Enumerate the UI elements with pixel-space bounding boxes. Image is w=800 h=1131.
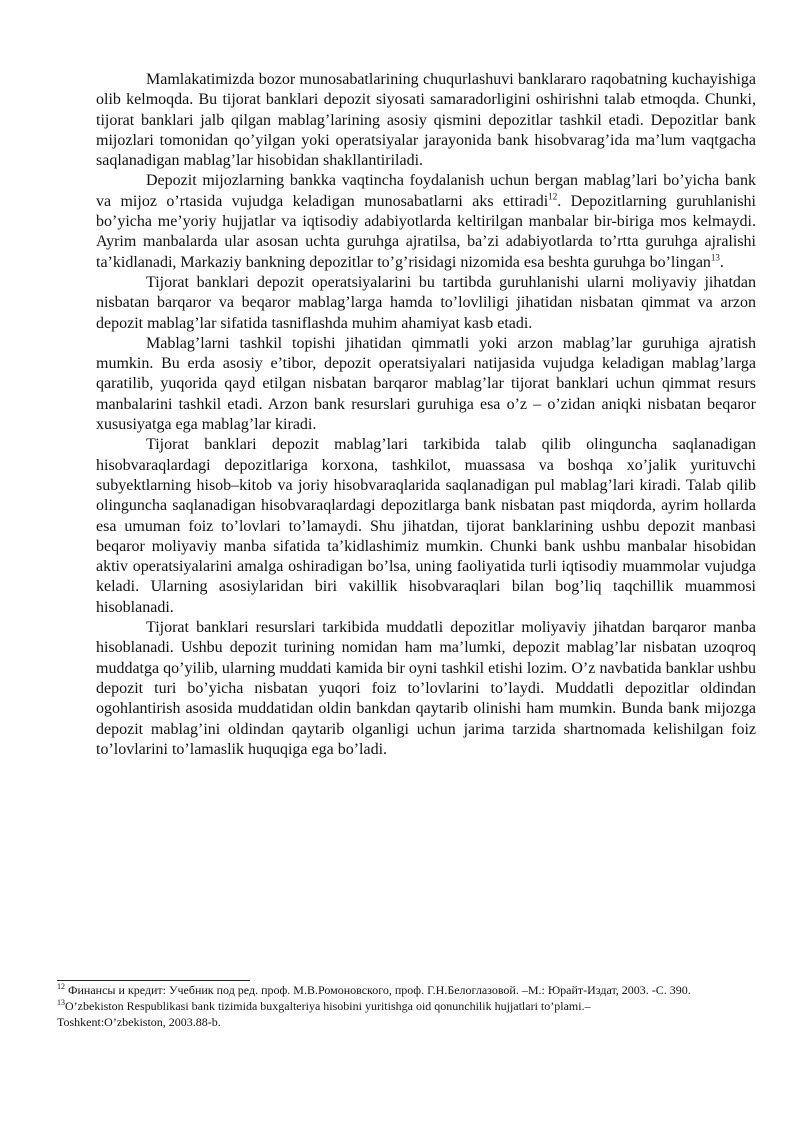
footnote-separator bbox=[57, 980, 250, 981]
footnote-text-12: Финансы и кредит: Учебник под ред. проф. М.В.Ромоновского, проф. Г.Н.Белоглазовой. –М.: Юрайт-Издат, 2003. -С. 390. bbox=[65, 983, 691, 997]
footnote-number-12: 12 bbox=[57, 982, 65, 991]
paragraph-1: Mamlakatimizda bozor munosabatlarining chuqurlashuvi banklararo raqobatning kuchayishiga olib kelmoqda. Bu tijorat banklari depozit siyosati samaradorligini oshirishni talab etmoqda. Chunki, tijorat banklari jalb qilgan mablag’larining asosiy qismini depozitlar tashkil etadi. Depozitlar bank mijozlari tomonidan qo’yilgan yoki operatsiyalar jarayonida bank hisobvarag’ida ma’lum vaqtgacha saqlanadigan mablag’lar hisobidan shakllantiriladi. bbox=[96, 71, 756, 170]
paragraph-2-text-b: . Depozitlarning guruhlanishi bo’yicha me’yoriy hujjatlar va iqtisodiy adabiyotlarda keltirilgan manbalar bir-biriga mos kelmaydi. Ayrim manbalarda ular asosan uchta guruhga ajratilsa, ba’zi adabiyotlarda to’rtta guruhga ajralishi ta’kidlanadi, Markaziy bankning depozitlar to’g’risidagi nizomida esa beshta guruhga bo’lingan bbox=[96, 192, 756, 271]
paragraph-2 bbox=[96, 171, 756, 272]
paragraph-2-text-c: . bbox=[719, 253, 724, 271]
footnote-12 bbox=[57, 982, 702, 998]
paragraph-5: Tijorat banklari depozit mablag’lari tarkibida talab qilib olinguncha saqlanadigan hisobvaraqlardagi depozitlariga korxona, tashkilot, muassasa va boshqa xo’jalik yurituvchi subyektlarning hisob–kitob va joriy hisobvaraqlarida saqlanadigan pul mablag’lari kiradi. Talab qilib olinguncha saqlanadigan hisobvaraqlardagi depozitlarga bank nisbatan past miqdorda, ayrim hollarda esa umuman foiz to’lovlari to’lamaydi. Shu jihatdan, tijorat banklarining ushbu depozit manbasi beqaror moliyaviy manba sifatida ta’kidlashimiz mumkin. Chunki bank ushbu manbalar hisobidan aktiv operatsiyalarini amalga oshiradigan bo’lsa, uning faoliyatida turli iqtisodiy muammolar vujudga keladi. Ularning asosiylaridan biri vakillik hisobvaraqlari bilan bog’liq taqchillik muammosi hisoblanadi. bbox=[96, 436, 756, 616]
footnote-ref-13[interactable]: 13 bbox=[710, 252, 720, 263]
document-body bbox=[96, 70, 756, 760]
footnotes bbox=[57, 982, 702, 1030]
footnote-number-13: 13 bbox=[57, 998, 65, 1007]
paragraph-2-text-a: Depozit mijozlarning bankka vaqtincha foydalanish uchun bergan mablag’lari bo’yicha bank va mijoz o’rtasida vujudga keladigan munosabatlarni aks ettiradi bbox=[96, 172, 756, 210]
footnote-text-13: O’zbekiston Respublikasi bank tizimida buxgalteriya hisobini yuritishga oid qonunchilik hujjatlari to’plami.– Toshkent:O’zbekiston, 2003.88-b. bbox=[57, 999, 591, 1029]
paragraph-3: Tijorat banklari depozit operatsiyalarini bu tartibda guruhlanishi ularni moliyaviy jihatdan nisbatan barqaror va beqaror mablag’larga hamda to’lovliligi jihatidan nisbatan qimmat va arzon depozit mablag’lar sifatida tasniflashda muhim ahamiyat kasb etadi. bbox=[96, 273, 756, 332]
paragraph-6: Tijorat banklari resurslari tarkibida muddatli depozitlar moliyaviy jihatdan barqaror manba hisoblanadi. Ushbu depozit turining nomidan ham ma’lumki, depozit mablag’lar nisbatan uzoqroq muddatga qo’yilib, ularning muddati kamida bir oyni tashkil etishi lozim. O’z navbatida banklar ushbu depozit turi bo’yicha nisbatan yuqori foiz to’lovlarini to’laydi. Muddatli depozitlar oldindan ogohlantirish asosida muddatidan oldin bankdan qaytarib olinishi ham mumkin. Bunda bank mijozga depozit mablag’ini oldindan qaytarib olganligi uchun jarima tarzida shartnomada kelishilgan foiz to’lovlarini to’lamaslik huquqiga ega bo’ladi. bbox=[96, 619, 756, 758]
footnote-ref-12[interactable]: 12 bbox=[548, 191, 558, 202]
footnote-13 bbox=[57, 998, 702, 1030]
paragraph-4: Mablag’larni tashkil topishi jihatidan qimmatli yoki arzon mablag’lar guruhiga ajratish mumkin. Bu erda asosiy e’tibor, depozit operatsiyalari natijasida vujudga keladigan mablag’larga qaratilib, yuqorida qayd etilgan nisbatan barqaror mablag’lar tijorat banklari uchun qimmat resurs manbalarini tashkil etadi. Arzon bank resurslari guruhiga esa o’z – o’zidan aniqki nisbatan beqaror xususiyatga ega mablag’lar kiradi. bbox=[96, 334, 756, 434]
